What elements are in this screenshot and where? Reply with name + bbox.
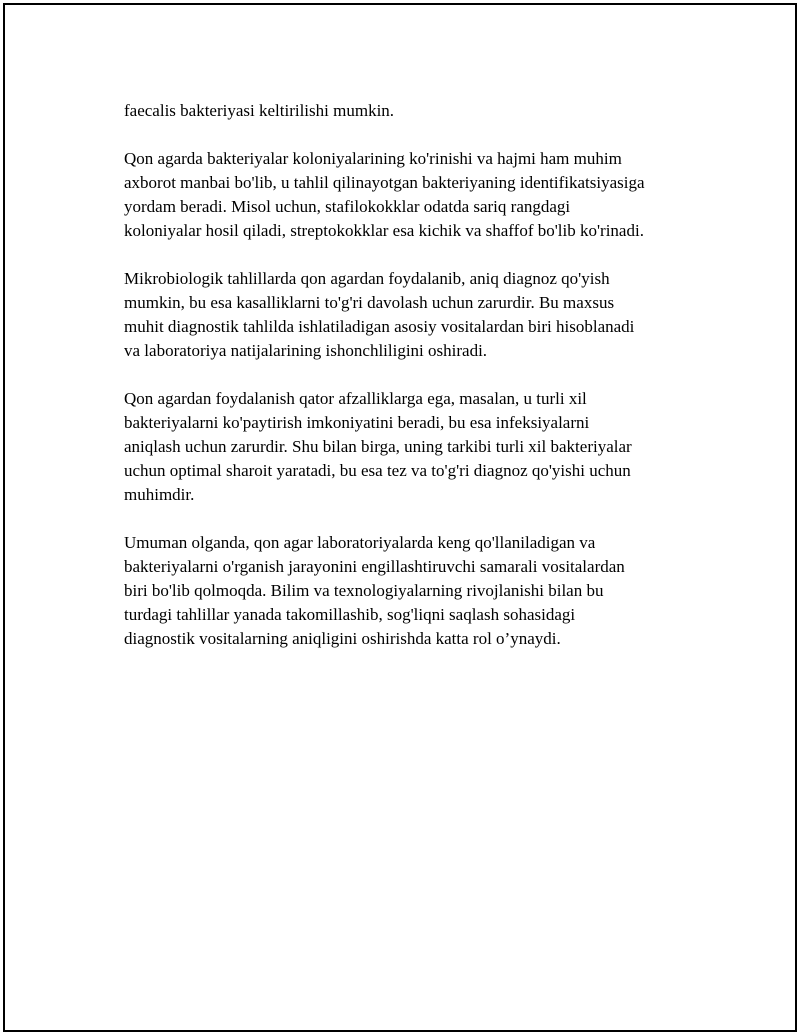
paragraph-3: Mikrobiologik tahlillarda qon agardan foydalanib, aniq diagnoz qo'yish mumkin, bu esa kasalliklarni to'g'ri davolash uchun zarurdir. Bu maxsus muhit diagnostik tahlilda ishlatiladigan asosiy vositalardan biri hisoblanadi va laboratoriya natijalarining ishonchliligini oshiradi. <box>124 269 635 360</box>
paragraph-2: Qon agarda bakteriyalar koloniyalarining ko'rinishi va hajmi ham muhim axborot manbai bo'lib, u tahlil qilinayotgan bakteriyaning identifikatsiyasiga yordam beradi. Misol uchun, stafilokokklar odatda sariq rangdagi koloniyalar hosil qiladi, streptokokklar esa kichik va shaffof bo'lib ko'rinadi. <box>124 149 645 240</box>
document-body <box>124 99 714 675</box>
page-frame <box>3 3 797 1032</box>
paragraph-1: faecalis bakteriyasi keltirilishi mumkin. <box>124 101 395 120</box>
paragraph-4: Qon agardan foydalanish qator afzalliklarga ega, masalan, u turli xil bakteriyalarni ko'paytirish imkoniyatini beradi, bu esa infeksiyalarni aniqlash uchun zarurdir. Shu bilan birga, uning tarkibi turli xil bakteriyalar uchun optimal sharoit yaratadi, bu esa tez va to'g'ri diagnoz qo'yishi uchun muhimdir. <box>124 389 632 504</box>
paragraph-5: Umuman olganda, qon agar laboratoriyalarda keng qo'llaniladigan va bakteriyalarni o'rganish jarayonini engillashtiruvchi samarali vositalardan biri bo'lib qolmoqda. Bilim va texnologiyalarning rivojlanishi bilan bu turdagi tahlillar yanada takomillashib, sog'liqni saqlash sohasidagi diagnostik vositalarning aniqligini oshirishda katta rol o’ynaydi. <box>124 533 625 648</box>
